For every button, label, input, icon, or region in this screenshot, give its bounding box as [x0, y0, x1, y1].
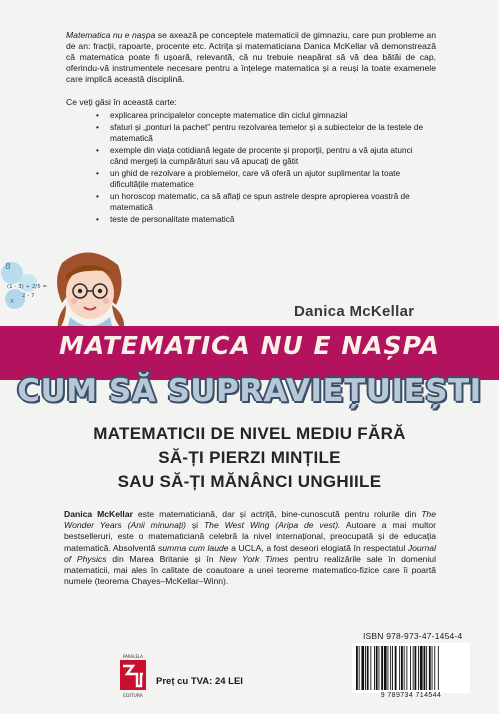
author-name: Danica McKellar — [294, 303, 415, 320]
barcode-bar — [379, 646, 380, 690]
barcode-background — [352, 643, 470, 693]
barcode-bar — [356, 646, 358, 690]
contents-list — [96, 110, 426, 226]
isbn: ISBN 978-973-47-1454-4 — [363, 631, 463, 641]
barcode-bar — [374, 646, 375, 690]
barcode — [352, 643, 470, 693]
bio-text: și — [186, 520, 204, 531]
bio-name: Danica McKellar — [64, 509, 133, 519]
bio-text: din Marea Britanie și în — [106, 553, 220, 564]
bio-text: Autoare a mai multor bestselleruri, este o matematiciană celebră la nivel internațional, preocupată și de educația matematică. Absolventă — [64, 520, 437, 553]
barcode-bar — [399, 646, 400, 690]
barcode-bar — [406, 646, 407, 690]
bio-text: este matematiciană, dar și actriță, bine-cunoscută pentru rolurile din — [132, 509, 422, 519]
barcode-bar — [384, 646, 387, 690]
author-bio — [64, 509, 436, 587]
barcode-bar — [395, 646, 397, 690]
barcode-bar — [365, 646, 366, 690]
barcode-bar — [418, 646, 419, 690]
illustration-math-1: (1 - 3) ÷ 2/5 = — [7, 284, 48, 290]
barcode-bar — [376, 646, 378, 690]
barcode-bar — [410, 646, 411, 690]
bio-newspaper: New York Times — [219, 553, 289, 564]
barcode-bar — [415, 646, 417, 690]
barcode-bar — [370, 646, 371, 690]
barcode-bar — [420, 646, 423, 690]
barcode-bar — [401, 646, 403, 690]
list-item: • explicarea principalelor concepte matematice din ciclul gimnazial — [96, 110, 426, 121]
bio-honor: summa cum laude — [157, 542, 229, 553]
barcode-bar — [361, 646, 364, 690]
barcode-bar — [381, 646, 383, 690]
subtitle-line: SĂ-ȚI PIERZI MINȚILE — [158, 448, 341, 467]
barcode-bar — [434, 646, 435, 690]
barcode-number: 9 789734 714544 — [380, 692, 442, 699]
intro-text: se axează pe conceptele matematicii de gimnaziu, care pun probleme an de an: fracții, rapoarte, procente etc. Actrița și matematiciana Danica McKellar vă demonstrează că matematica poate fi ușoară, relevantă, că nu trebuie neapărat să vă dea bătăi de cap, oferindu-vă instrumentele necesare pentru a înțelege matematica și a reuși la toate examenele care implică această disciplină. — [66, 30, 436, 84]
list-item: • un horoscop matematic, ca să aflați ce spun astrele despre apropierea voastră de matematică — [96, 191, 426, 213]
barcode-bar — [413, 646, 414, 690]
list-item: • teste de personalitate matematică — [96, 214, 426, 225]
barcode-bar — [392, 646, 393, 690]
bio-show-title: The Wonder Years (Anii minunați) — [64, 509, 436, 531]
subtitle-line: MATEMATICII DE NIVEL MEDIU FĂRĂ — [93, 424, 406, 443]
barcode-bar — [359, 646, 360, 690]
intro-paragraph — [66, 30, 436, 85]
illustration-math-3: x — [10, 297, 15, 305]
girl-illustration — [0, 245, 140, 335]
subtitle-line: SAU SĂ-ȚI MĂNÂNCI UNGHIILE — [117, 472, 382, 491]
barcode-bar — [388, 646, 389, 690]
barcode-bar — [404, 646, 405, 690]
subtitle-block — [0, 422, 499, 494]
barcode-bar — [390, 646, 391, 690]
list-item: • exemple din viața cotidiană legate de procente și proporții, pentru a vă ajuta atunci când mergeți la cumpărături sau vă apucați de gătit — [96, 145, 426, 167]
list-item: • un ghid de rezolvare a problemelor, care vă oferă un ajutor suplimentar la toate dificultățile matematice — [96, 168, 426, 190]
contents-heading: Ce veți găsi în această carte: — [66, 97, 177, 107]
barcode-bar — [438, 646, 439, 690]
price: Preț cu TVA: 24 LEI — [156, 676, 243, 687]
barcode-bar — [426, 646, 427, 690]
intro-book-title: Matematica nu e nașpa — [66, 30, 156, 40]
publisher-logo — [117, 652, 149, 707]
subtitle-main: CUM SĂ SUPRAVIEȚUIEȘTI — [17, 373, 482, 409]
barcode-bar — [432, 646, 433, 690]
bio-show-title: The West Wing (Aripa de vest). — [203, 520, 341, 531]
illustration-math-2: 2 - 7 — [22, 293, 35, 299]
barcode-bar — [424, 646, 426, 690]
bio-text: a UCLA, a fost deseori elogiată în respectatul — [228, 542, 408, 553]
list-item: • sfaturi și „ponturi la pachet” pentru rezolvarea temelor și a subiectelor de la testele de matematică — [96, 122, 426, 144]
book-title: MATEMATICA NU E NAȘPA — [59, 331, 440, 360]
svg-text:PARALELA: PARALELA — [122, 654, 144, 659]
svg-text:8: 8 — [5, 262, 11, 272]
barcode-bar — [429, 646, 431, 690]
bio-text: pentru realizările sale în domeniul matematicii, mai ales în calitate de coautoare a unei teoreme matematico-fizice care îi poartă numele (teorema Chayes–McKellar–Winn). — [64, 553, 436, 587]
svg-text:EDITURA: EDITURA — [123, 694, 143, 699]
bio-journal: Journal of Physics — [64, 542, 436, 564]
barcode-bar — [367, 646, 369, 690]
